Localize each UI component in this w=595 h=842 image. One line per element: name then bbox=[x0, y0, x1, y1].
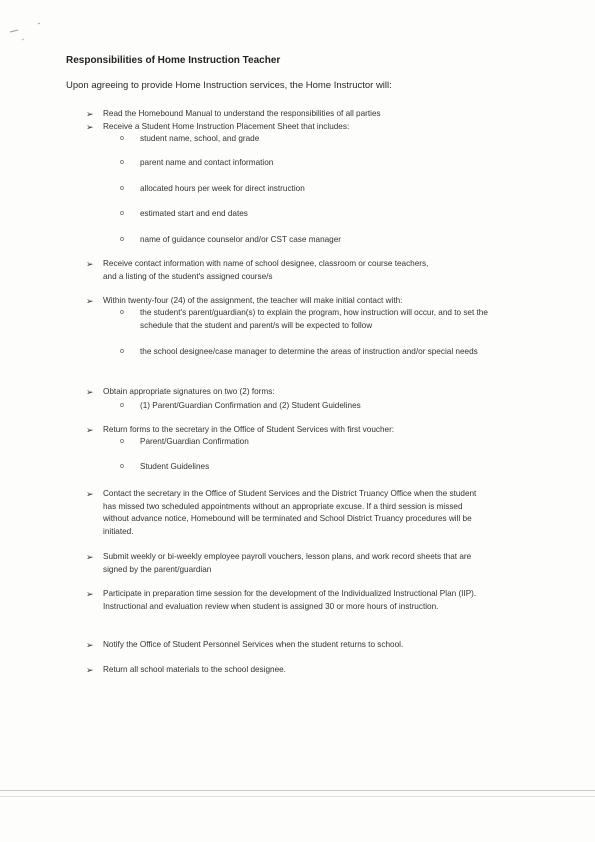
bullet-arrow-icon: ➢ bbox=[86, 552, 94, 562]
bullet-arrow-icon: ➢ bbox=[86, 259, 94, 269]
item-text: Obtain appropriate signatures on two (2) forms: bbox=[103, 387, 275, 396]
sub-item-text: parent name and contact information bbox=[140, 158, 274, 167]
sub-bullet-icon: o bbox=[120, 438, 124, 445]
sub-item-text: student name, school, and grade bbox=[140, 134, 260, 143]
item-text: Submit weekly or bi-weekly employee payroll vouchers, lesson plans, and work record sheets that are signed by the parent/guardian bbox=[103, 552, 472, 574]
bullet-arrow-icon: ➢ bbox=[86, 640, 94, 650]
item-text: Read the Homebound Manual to understand the responsibilities of all parties bbox=[103, 109, 381, 118]
sub-item-text: name of guidance counselor and/or CST case manager bbox=[140, 235, 342, 244]
bullet-arrow-icon: ➢ bbox=[86, 589, 94, 599]
scan-edge-line bbox=[0, 790, 595, 791]
sub-item-text: the school designee/case manager to determine the areas of instruction and/or special needs bbox=[140, 347, 478, 356]
item-text: Participate in preparation time session for the development of the Individualized Instructional Plan (IIP). Instructional and evaluation review when student is assigned 30 or more hours of instruction. bbox=[103, 589, 477, 611]
sub-bullet-icon: o bbox=[120, 402, 124, 409]
bullet-arrow-icon: ➢ bbox=[86, 387, 94, 397]
sub-item-text: (1) Parent/Guardian Confirmation and (2) Student Guidelines bbox=[140, 401, 361, 410]
scan-edge-line bbox=[0, 796, 595, 797]
bullet-arrow-icon: ➢ bbox=[86, 425, 94, 435]
sub-bullet-icon: o bbox=[120, 185, 124, 192]
sub-bullet-icon: o bbox=[120, 210, 124, 217]
item-text: Return all school materials to the school designee. bbox=[103, 665, 286, 674]
scan-artifact-mark bbox=[8, 18, 48, 48]
sub-item-text: Student Guidelines bbox=[140, 462, 210, 471]
sub-item-text: estimated start and end dates bbox=[140, 209, 248, 218]
sub-item-text: Parent/Guardian Confirmation bbox=[140, 437, 249, 446]
item-text: Return forms to the secretary in the Office of Student Services with first voucher: bbox=[103, 425, 395, 434]
item-text: Notify the Office of Student Personnel Services when the student returns to school. bbox=[103, 640, 404, 649]
item-text: Within twenty-four (24) of the assignment, the teacher will make initial contact with: bbox=[103, 296, 403, 305]
bullet-arrow-icon: ➢ bbox=[86, 122, 94, 132]
bullet-arrow-icon: ➢ bbox=[86, 296, 94, 306]
intro-text: Upon agreeing to provide Home Instruction services, the Home Instructor will: bbox=[66, 80, 392, 91]
sub-bullet-icon: o bbox=[120, 135, 124, 142]
item-text: Receive contact information with name of school designee, classroom or course teachers, and a listing of the student's assigned course/s bbox=[103, 259, 429, 281]
bullet-arrow-icon: ➢ bbox=[86, 665, 94, 675]
item-text: Receive a Student Home Instruction Placement Sheet that includes: bbox=[103, 122, 350, 131]
sub-bullet-icon: o bbox=[120, 309, 124, 316]
sub-bullet-icon: o bbox=[120, 159, 124, 166]
bullet-arrow-icon: ➢ bbox=[86, 109, 94, 119]
bullet-arrow-icon: ➢ bbox=[86, 489, 94, 499]
document-title: Responsibilities of Home Instruction Teacher bbox=[66, 55, 281, 66]
sub-bullet-icon: o bbox=[120, 463, 124, 470]
sub-item-text: the student's parent/guardian(s) to explain the program, how instruction will occur, and to set the schedule that the student and parent/s will be expected to follow bbox=[140, 308, 488, 330]
sub-item-text: allocated hours per week for direct instruction bbox=[140, 184, 305, 193]
item-text: Contact the secretary in the Office of Student Services and the District Truancy Office when the student has missed two scheduled appointments without an appropriate excuse. If a third session is missed without advance notice, Homebound will be terminated and School District Truancy procedures will be initiated. bbox=[103, 489, 477, 536]
sub-bullet-icon: o bbox=[120, 348, 124, 355]
sub-bullet-icon: o bbox=[120, 236, 124, 243]
